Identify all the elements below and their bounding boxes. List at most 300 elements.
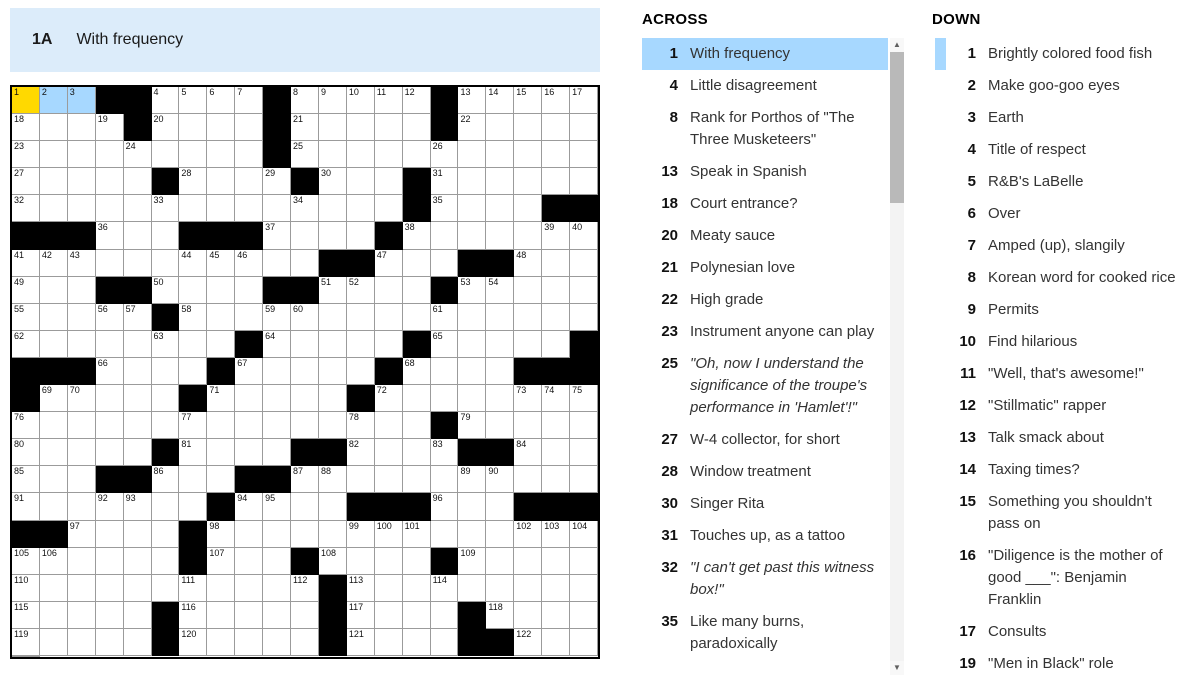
down-clue-19[interactable]	[930, 648, 1182, 675]
cell-r1c21[interactable]	[570, 87, 598, 114]
cell-r5c10[interactable]	[263, 195, 291, 222]
cell-r16c10[interactable]	[263, 493, 291, 520]
across-clue-22[interactable]	[642, 284, 888, 316]
cell-r1c2[interactable]	[40, 87, 68, 114]
cell-r17c19[interactable]	[514, 521, 542, 548]
cell-r15c19[interactable]	[514, 466, 542, 493]
cell-r10c6[interactable]	[152, 331, 180, 358]
cell-r1c15[interactable]	[403, 87, 431, 114]
cell-r3c11[interactable]	[291, 141, 319, 168]
cell-r14c14[interactable]	[375, 439, 403, 466]
down-clue-3[interactable]	[930, 102, 1182, 134]
cell-r6c11[interactable]	[291, 222, 319, 249]
cell-r18c14[interactable]	[375, 548, 403, 575]
cell-r10c1[interactable]	[12, 331, 40, 358]
cell-r20c16[interactable]	[431, 602, 459, 629]
cell-r5c19[interactable]	[514, 195, 542, 222]
cell-r6c4[interactable]	[96, 222, 124, 249]
cell-r17c10[interactable]	[263, 521, 291, 548]
cell-r2c20[interactable]	[542, 114, 570, 141]
cell-r20c1[interactable]	[12, 602, 40, 629]
cell-r12c8[interactable]	[207, 385, 235, 412]
cell-r21c3[interactable]	[68, 629, 96, 656]
cell-r20c20[interactable]	[542, 602, 570, 629]
cell-r4c2[interactable]	[40, 168, 68, 195]
cell-r13c11[interactable]	[291, 412, 319, 439]
cell-r18c15[interactable]	[403, 548, 431, 575]
cell-r7c1[interactable]	[12, 250, 40, 277]
cell-r21c7[interactable]	[179, 629, 207, 656]
down-clue-4[interactable]	[930, 134, 1182, 166]
across-clue-13[interactable]	[642, 156, 888, 188]
cell-r19c11[interactable]	[291, 575, 319, 602]
cell-r17c11[interactable]	[291, 521, 319, 548]
across-clue-25[interactable]	[642, 348, 888, 424]
cell-r9c4[interactable]	[96, 304, 124, 331]
cell-r12c11[interactable]	[291, 385, 319, 412]
cell-r12c6[interactable]	[152, 385, 180, 412]
cell-r4c14[interactable]	[375, 168, 403, 195]
cell-r8c6[interactable]	[152, 277, 180, 304]
cell-r4c16[interactable]	[431, 168, 459, 195]
cell-r6c16[interactable]	[431, 222, 459, 249]
cell-r16c7[interactable]	[179, 493, 207, 520]
cell-r1c8[interactable]	[207, 87, 235, 114]
cell-r19c4[interactable]	[96, 575, 124, 602]
cell-r1c19[interactable]	[514, 87, 542, 114]
cell-r1c12[interactable]	[319, 87, 347, 114]
cell-r6c5[interactable]	[124, 222, 152, 249]
cell-r7c9[interactable]	[235, 250, 263, 277]
cell-r19c1[interactable]	[12, 575, 40, 602]
cell-r13c3[interactable]	[68, 412, 96, 439]
cell-r2c4[interactable]	[96, 114, 124, 141]
cell-r19c9[interactable]	[235, 575, 263, 602]
cell-r5c16[interactable]	[431, 195, 459, 222]
cell-r8c18[interactable]	[486, 277, 514, 304]
cell-r21c1[interactable]	[12, 629, 40, 656]
cell-r12c15[interactable]	[403, 385, 431, 412]
cell-r12c20[interactable]	[542, 385, 570, 412]
cell-r15c17[interactable]	[458, 466, 486, 493]
cell-r9c18[interactable]	[486, 304, 514, 331]
cell-r15c16[interactable]	[431, 466, 459, 493]
cell-r10c10[interactable]	[263, 331, 291, 358]
across-clue-35[interactable]	[642, 606, 888, 660]
cell-r13c15[interactable]	[403, 412, 431, 439]
cell-r11c6[interactable]	[152, 358, 180, 385]
across-clue-20[interactable]	[642, 220, 888, 252]
cell-r13c14[interactable]	[375, 412, 403, 439]
cell-r5c11[interactable]	[291, 195, 319, 222]
cell-r12c21[interactable]	[570, 385, 598, 412]
cell-r5c1[interactable]	[12, 195, 40, 222]
cell-r3c15[interactable]	[403, 141, 431, 168]
cell-r21c19[interactable]	[514, 629, 542, 656]
cell-r19c8[interactable]	[207, 575, 235, 602]
cell-r15c11[interactable]	[291, 466, 319, 493]
cell-r21c2[interactable]	[40, 629, 68, 656]
cell-r7c10[interactable]	[263, 250, 291, 277]
cell-r4c1[interactable]	[12, 168, 40, 195]
cell-r13c10[interactable]	[263, 412, 291, 439]
cell-r15c15[interactable]	[403, 466, 431, 493]
cell-r17c17[interactable]	[458, 521, 486, 548]
cell-r8c2[interactable]	[40, 277, 68, 304]
cell-r5c14[interactable]	[375, 195, 403, 222]
cell-r18c4[interactable]	[96, 548, 124, 575]
cell-r17c15[interactable]	[403, 521, 431, 548]
cell-r4c9[interactable]	[235, 168, 263, 195]
cell-r17c4[interactable]	[96, 521, 124, 548]
crossword-grid[interactable]	[10, 85, 600, 659]
cell-r8c21[interactable]	[570, 277, 598, 304]
cell-r12c19[interactable]	[514, 385, 542, 412]
cell-r13c6[interactable]	[152, 412, 180, 439]
cell-r19c16[interactable]	[431, 575, 459, 602]
cell-r6c21[interactable]	[570, 222, 598, 249]
cell-r9c10[interactable]	[263, 304, 291, 331]
cell-r12c17[interactable]	[458, 385, 486, 412]
cell-r21c16[interactable]	[431, 629, 459, 656]
cell-r16c2[interactable]	[40, 493, 68, 520]
cell-r4c13[interactable]	[347, 168, 375, 195]
cell-r21c14[interactable]	[375, 629, 403, 656]
down-clue-7[interactable]	[930, 230, 1182, 262]
cell-r4c3[interactable]	[68, 168, 96, 195]
cell-r15c13[interactable]	[347, 466, 375, 493]
cell-r1c11[interactable]	[291, 87, 319, 114]
cell-r14c7[interactable]	[179, 439, 207, 466]
cell-r7c16[interactable]	[431, 250, 459, 277]
down-clue-12[interactable]	[930, 390, 1182, 422]
cell-r6c18[interactable]	[486, 222, 514, 249]
cell-r5c2[interactable]	[40, 195, 68, 222]
down-clue-2[interactable]	[930, 70, 1182, 102]
down-clue-list[interactable]	[930, 38, 1182, 675]
down-clue-9[interactable]	[930, 294, 1182, 326]
cell-r8c3[interactable]	[68, 277, 96, 304]
cell-r3c16[interactable]	[431, 141, 459, 168]
across-clue-list[interactable]	[642, 38, 888, 660]
cell-r10c16[interactable]	[431, 331, 459, 358]
cell-r10c4[interactable]	[96, 331, 124, 358]
cell-r10c13[interactable]	[347, 331, 375, 358]
cell-r7c15[interactable]	[403, 250, 431, 277]
cell-r17c16[interactable]	[431, 521, 459, 548]
across-clue-18[interactable]	[642, 188, 888, 220]
cell-r5c18[interactable]	[486, 195, 514, 222]
cell-r20c5[interactable]	[124, 602, 152, 629]
cell-r14c20[interactable]	[542, 439, 570, 466]
cell-r10c17[interactable]	[458, 331, 486, 358]
down-clue-5[interactable]	[930, 166, 1182, 198]
cell-r18c13[interactable]	[347, 548, 375, 575]
cell-r11c5[interactable]	[124, 358, 152, 385]
cell-r2c6[interactable]	[152, 114, 180, 141]
cell-r19c14[interactable]	[375, 575, 403, 602]
cell-r19c5[interactable]	[124, 575, 152, 602]
cell-r5c17[interactable]	[458, 195, 486, 222]
across-clue-31[interactable]	[642, 520, 888, 552]
cell-r2c18[interactable]	[486, 114, 514, 141]
cell-r19c19[interactable]	[514, 575, 542, 602]
cell-r12c2[interactable]	[40, 385, 68, 412]
cell-r10c12[interactable]	[319, 331, 347, 358]
cell-r16c9[interactable]	[235, 493, 263, 520]
cell-r11c18[interactable]	[486, 358, 514, 385]
cell-r17c5[interactable]	[124, 521, 152, 548]
cell-r17c8[interactable]	[207, 521, 235, 548]
cell-r21c13[interactable]	[347, 629, 375, 656]
cell-r7c7[interactable]	[179, 250, 207, 277]
cell-r14c13[interactable]	[347, 439, 375, 466]
cell-r14c5[interactable]	[124, 439, 152, 466]
cell-r19c3[interactable]	[68, 575, 96, 602]
cell-r3c6[interactable]	[152, 141, 180, 168]
cell-r7c2[interactable]	[40, 250, 68, 277]
cell-r3c7[interactable]	[179, 141, 207, 168]
cell-r9c21[interactable]	[570, 304, 598, 331]
cell-r19c6[interactable]	[152, 575, 180, 602]
cell-r9c12[interactable]	[319, 304, 347, 331]
cell-r20c15[interactable]	[403, 602, 431, 629]
cell-r4c8[interactable]	[207, 168, 235, 195]
cell-r5c8[interactable]	[207, 195, 235, 222]
cell-r3c20[interactable]	[542, 141, 570, 168]
cell-r9c16[interactable]	[431, 304, 459, 331]
cell-r4c4[interactable]	[96, 168, 124, 195]
cell-r19c15[interactable]	[403, 575, 431, 602]
cell-r7c5[interactable]	[124, 250, 152, 277]
across-clue-23[interactable]	[642, 316, 888, 348]
cell-r11c4[interactable]	[96, 358, 124, 385]
cell-r9c3[interactable]	[68, 304, 96, 331]
cell-r15c8[interactable]	[207, 466, 235, 493]
cell-r13c8[interactable]	[207, 412, 235, 439]
cell-r18c18[interactable]	[486, 548, 514, 575]
across-clue-21[interactable]	[642, 252, 888, 284]
cell-r18c19[interactable]	[514, 548, 542, 575]
cell-r19c18[interactable]	[486, 575, 514, 602]
cell-r18c5[interactable]	[124, 548, 152, 575]
cell-r11c17[interactable]	[458, 358, 486, 385]
cell-r6c15[interactable]	[403, 222, 431, 249]
across-clue-4[interactable]	[642, 70, 888, 102]
cell-r13c5[interactable]	[124, 412, 152, 439]
cell-r8c1[interactable]	[12, 277, 40, 304]
cell-r10c20[interactable]	[542, 331, 570, 358]
cell-r9c19[interactable]	[514, 304, 542, 331]
cell-r13c18[interactable]	[486, 412, 514, 439]
cell-r7c8[interactable]	[207, 250, 235, 277]
cell-r8c13[interactable]	[347, 277, 375, 304]
cell-r12c12[interactable]	[319, 385, 347, 412]
cell-r9c2[interactable]	[40, 304, 68, 331]
cell-r2c2[interactable]	[40, 114, 68, 141]
cell-r18c12[interactable]	[319, 548, 347, 575]
cell-r15c1[interactable]	[12, 466, 40, 493]
cell-r7c19[interactable]	[514, 250, 542, 277]
cell-r2c12[interactable]	[319, 114, 347, 141]
cell-r9c9[interactable]	[235, 304, 263, 331]
cell-r1c9[interactable]	[235, 87, 263, 114]
cell-r5c12[interactable]	[319, 195, 347, 222]
cell-r16c18[interactable]	[486, 493, 514, 520]
cell-r2c15[interactable]	[403, 114, 431, 141]
cell-r19c2[interactable]	[40, 575, 68, 602]
cell-r14c8[interactable]	[207, 439, 235, 466]
cell-r8c19[interactable]	[514, 277, 542, 304]
cell-r3c3[interactable]	[68, 141, 96, 168]
cell-r3c2[interactable]	[40, 141, 68, 168]
cell-r3c14[interactable]	[375, 141, 403, 168]
cell-r3c1[interactable]	[12, 141, 40, 168]
down-clue-16[interactable]	[930, 540, 1182, 616]
cell-r2c13[interactable]	[347, 114, 375, 141]
cell-r13c2[interactable]	[40, 412, 68, 439]
cell-r11c13[interactable]	[347, 358, 375, 385]
cell-r12c9[interactable]	[235, 385, 263, 412]
cell-r13c7[interactable]	[179, 412, 207, 439]
cell-r3c9[interactable]	[235, 141, 263, 168]
cell-r21c4[interactable]	[96, 629, 124, 656]
cell-r11c7[interactable]	[179, 358, 207, 385]
scrollbar-down-arrow-icon[interactable]: ▼	[890, 661, 904, 675]
cell-r19c10[interactable]	[263, 575, 291, 602]
cell-r14c4[interactable]	[96, 439, 124, 466]
cell-r16c12[interactable]	[319, 493, 347, 520]
cell-r17c14[interactable]	[375, 521, 403, 548]
cell-r13c19[interactable]	[514, 412, 542, 439]
cell-r15c14[interactable]	[375, 466, 403, 493]
cell-r7c3[interactable]	[68, 250, 96, 277]
cell-r2c21[interactable]	[570, 114, 598, 141]
cell-r4c17[interactable]	[458, 168, 486, 195]
across-clue-8[interactable]	[642, 102, 888, 156]
cell-r21c21[interactable]	[570, 629, 598, 656]
cell-r16c4[interactable]	[96, 493, 124, 520]
across-clue-28[interactable]	[642, 456, 888, 488]
cell-r19c21[interactable]	[570, 575, 598, 602]
cell-r9c14[interactable]	[375, 304, 403, 331]
cell-r10c3[interactable]	[68, 331, 96, 358]
cell-r11c16[interactable]	[431, 358, 459, 385]
cell-r14c2[interactable]	[40, 439, 68, 466]
scrollbar-up-arrow-icon[interactable]: ▲	[890, 38, 904, 52]
cell-r20c18[interactable]	[486, 602, 514, 629]
cell-r2c1[interactable]	[12, 114, 40, 141]
cell-r11c15[interactable]	[403, 358, 431, 385]
cell-r15c20[interactable]	[542, 466, 570, 493]
cell-r20c21[interactable]	[570, 602, 598, 629]
cell-r8c7[interactable]	[179, 277, 207, 304]
cell-r13c9[interactable]	[235, 412, 263, 439]
cell-r4c19[interactable]	[514, 168, 542, 195]
cell-r15c6[interactable]	[152, 466, 180, 493]
across-clue-1[interactable]	[642, 38, 888, 70]
cell-r18c20[interactable]	[542, 548, 570, 575]
cell-r21c8[interactable]	[207, 629, 235, 656]
cell-r4c10[interactable]	[263, 168, 291, 195]
cell-r1c14[interactable]	[375, 87, 403, 114]
cell-r8c20[interactable]	[542, 277, 570, 304]
cell-r19c20[interactable]	[542, 575, 570, 602]
cell-r16c11[interactable]	[291, 493, 319, 520]
cell-r1c7[interactable]	[179, 87, 207, 114]
cell-r7c20[interactable]	[542, 250, 570, 277]
cell-r4c21[interactable]	[570, 168, 598, 195]
cell-r20c8[interactable]	[207, 602, 235, 629]
cell-r20c19[interactable]	[514, 602, 542, 629]
cell-r13c4[interactable]	[96, 412, 124, 439]
cell-r20c7[interactable]	[179, 602, 207, 629]
cell-r12c4[interactable]	[96, 385, 124, 412]
cell-r17c12[interactable]	[319, 521, 347, 548]
cell-r6c10[interactable]	[263, 222, 291, 249]
cell-r5c13[interactable]	[347, 195, 375, 222]
cell-r8c17[interactable]	[458, 277, 486, 304]
cell-r10c14[interactable]	[375, 331, 403, 358]
cell-r9c5[interactable]	[124, 304, 152, 331]
cell-r9c20[interactable]	[542, 304, 570, 331]
cell-r21c10[interactable]	[263, 629, 291, 656]
cell-r7c6[interactable]	[152, 250, 180, 277]
cell-r5c4[interactable]	[96, 195, 124, 222]
cell-r17c21[interactable]	[570, 521, 598, 548]
cell-r3c12[interactable]	[319, 141, 347, 168]
cell-r9c17[interactable]	[458, 304, 486, 331]
cell-r13c1[interactable]	[12, 412, 40, 439]
cell-r2c8[interactable]	[207, 114, 235, 141]
cell-r10c2[interactable]	[40, 331, 68, 358]
cell-r13c20[interactable]	[542, 412, 570, 439]
cell-r16c3[interactable]	[68, 493, 96, 520]
cell-r17c18[interactable]	[486, 521, 514, 548]
cell-r6c6[interactable]	[152, 222, 180, 249]
cell-r9c7[interactable]	[179, 304, 207, 331]
cell-r8c14[interactable]	[375, 277, 403, 304]
cell-r3c13[interactable]	[347, 141, 375, 168]
cell-r20c14[interactable]	[375, 602, 403, 629]
cell-r14c10[interactable]	[263, 439, 291, 466]
cell-r8c8[interactable]	[207, 277, 235, 304]
cell-r6c12[interactable]	[319, 222, 347, 249]
cell-r21c5[interactable]	[124, 629, 152, 656]
cell-r15c3[interactable]	[68, 466, 96, 493]
cell-r14c1[interactable]	[12, 439, 40, 466]
cell-r3c8[interactable]	[207, 141, 235, 168]
cell-r3c5[interactable]	[124, 141, 152, 168]
cell-r5c6[interactable]	[152, 195, 180, 222]
cell-r18c6[interactable]	[152, 548, 180, 575]
cell-r12c16[interactable]	[431, 385, 459, 412]
cell-r10c19[interactable]	[514, 331, 542, 358]
cell-r20c2[interactable]	[40, 602, 68, 629]
cell-r12c18[interactable]	[486, 385, 514, 412]
cell-r9c8[interactable]	[207, 304, 235, 331]
cell-r4c18[interactable]	[486, 168, 514, 195]
cell-r21c22[interactable]	[12, 656, 40, 657]
cell-r2c7[interactable]	[179, 114, 207, 141]
down-clue-11[interactable]	[930, 358, 1182, 390]
cell-r14c21[interactable]	[570, 439, 598, 466]
cell-r20c11[interactable]	[291, 602, 319, 629]
cell-r10c8[interactable]	[207, 331, 235, 358]
cell-r13c13[interactable]	[347, 412, 375, 439]
cell-r4c12[interactable]	[319, 168, 347, 195]
cell-r2c19[interactable]	[514, 114, 542, 141]
